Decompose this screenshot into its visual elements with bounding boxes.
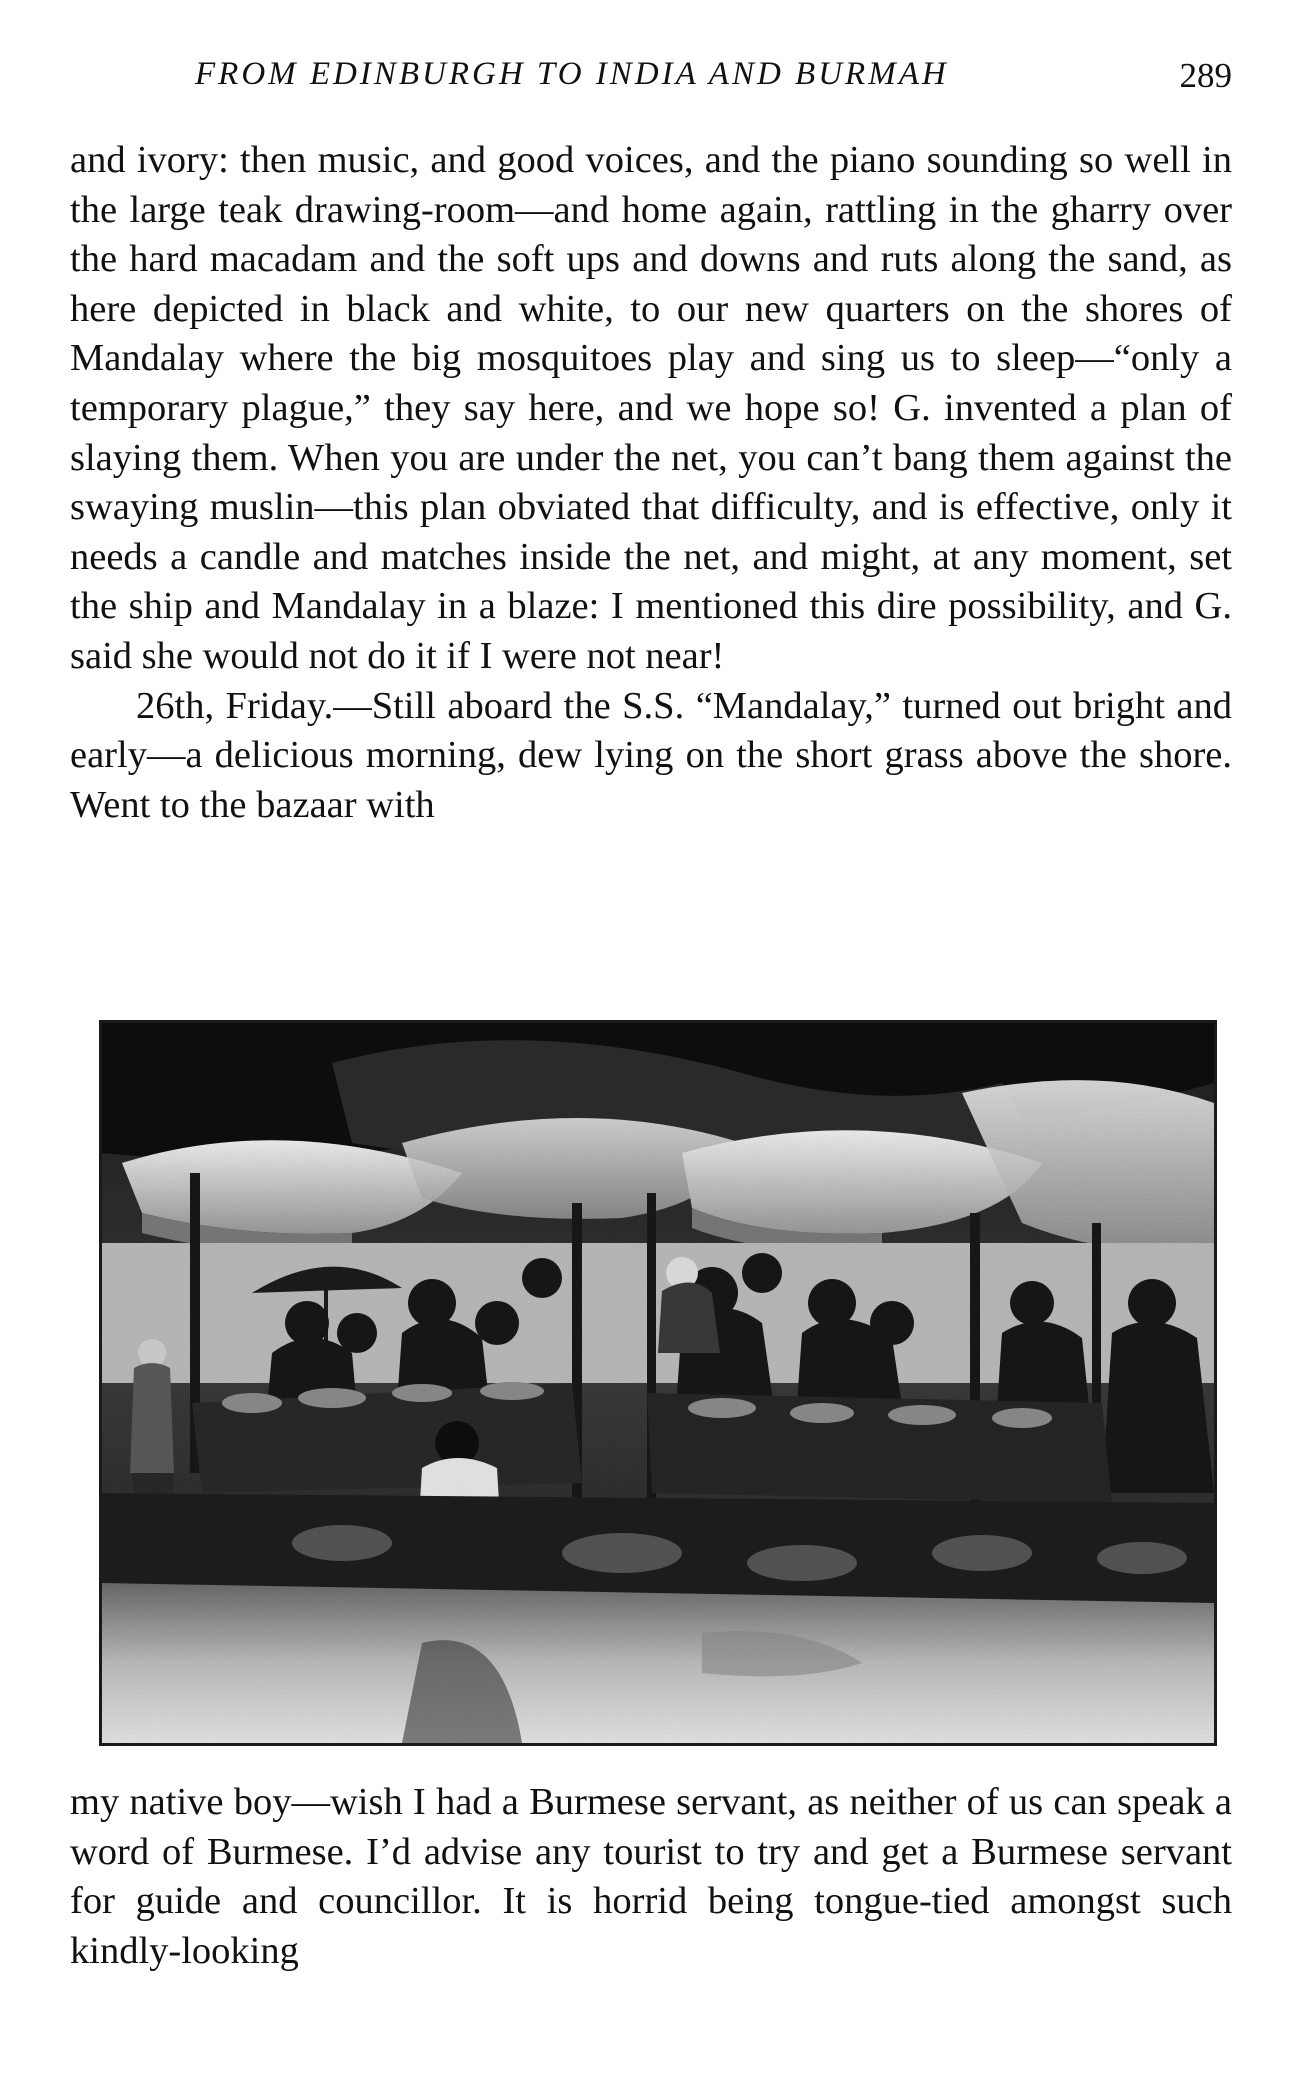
body-text-bottom: [70, 1778, 1232, 1976]
paragraph-diary-entry: 26th, Friday.—Still aboard the S.S. “Mandalay,” turned out bright and early—a delicious morning, dew lying on the short grass above the shore. Went to the bazaar with: [70, 684, 1232, 826]
bazaar-photo-image: [102, 1023, 1214, 1743]
page-number: 289: [1179, 56, 1232, 95]
bazaar-photograph: [99, 1020, 1217, 1746]
running-head: [70, 56, 1232, 106]
running-title: FROM EDINBURGH TO INDIA AND BURMAH: [195, 56, 949, 92]
body-text-top: [70, 136, 1232, 830]
paragraph-continued: and ivory: then music, and good voices, and the piano sounding so well in the large teak drawing-room—and home again, rattling in the gharry over the hard macadam and the soft ups and downs and ruts along the sand, as here depicted in black and white, to our new quarters on the shores of Mandalay where the big mosquitoes play and sing us to sleep—“only a temporary plague,” they say here, and we hope so! G. invented a plan of slaying them. When you are under the net, you can’t bang them against the swaying muslin—this plan obviated that difficulty, and is effective, only it needs a candle and matches inside the net, and might, at any moment, set the ship and Mandalay in a blaze: I mentioned this dire possibility, and G. said she would not do it if I were not near!: [70, 139, 1232, 677]
paragraph-continued-after-figure: my native boy—wish I had a Burmese servant, as neither of us can speak a word of Burmese. I’d advise any tourist to try and get a Burmese servant for guide and councillor. It is horrid being tongue-tied amongst such kindly-looking: [70, 1781, 1232, 1972]
